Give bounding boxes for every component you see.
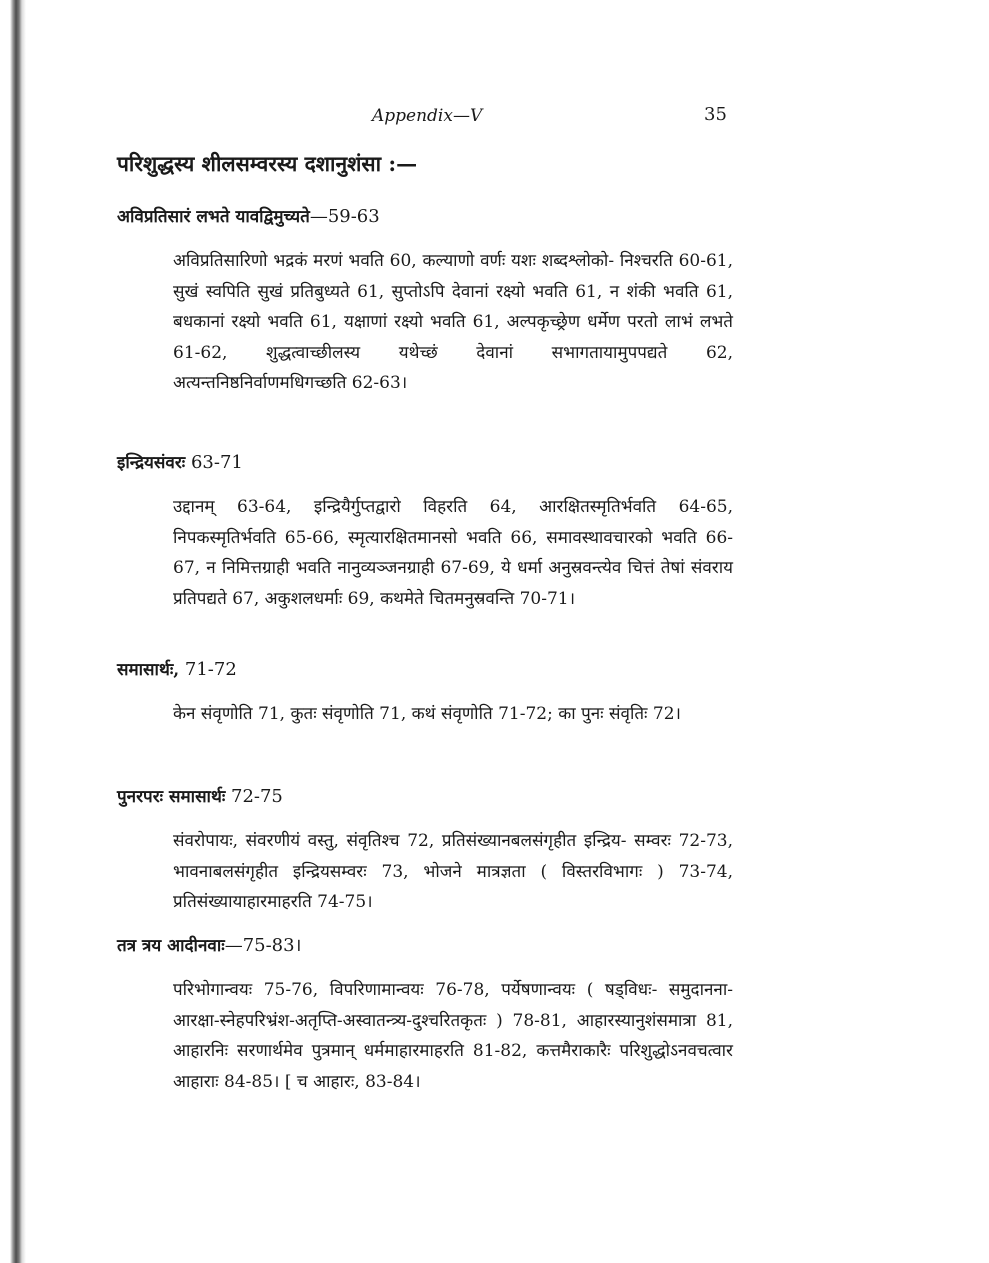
section-body: उद्दानम् 63-64, इन्द्रियैर्गुप्तद्वारो विहरति 64, आरक्षितस्मृतिर्भवति 64-65, निपकस्मृतिर्भवति 65-66, स्मृत्यारक्षितमानसो भवति 66, समावस्थावचारको भवति 66-67, न निमित्तग्राही भवति नानुव्यञ्जनग्राही 67-69, ये धर्मा अनुस्रवन्त्येव चित्तं तेषां संवराय प्रतिपद्यते 67, अकुशलधर्माः 69, कथमेते चितमनुस्रवन्ति 70-71। [173,497,733,609]
section-page-range: 72-75 [225,786,283,807]
section-page-range: —59-63 [309,206,380,227]
section-heading [117,450,739,476]
section-page-range: 71-72 [179,659,237,680]
section-avipratisara [117,204,739,399]
section-heading-text: पुनरपरः समासार्थः [117,787,226,807]
section-adinava [117,933,739,1097]
section-heading-text: तत्र त्रय आदीनवाः [117,936,225,956]
section-heading [117,784,739,810]
section-body: केन संवृणोति 71, कुतः संवृणोति 71, कथं संवृणोति 71-72; का पुनः संवृतिः 72। [173,704,681,724]
section-heading-text: अविप्रतिसारं लभते यावद्विमुच्यते [117,207,310,227]
section-body: अविप्रतिसारिणो भद्रकं मरणं भवति 60, कल्याणो वर्णः यशः शब्दश्लोको- निश्चरति 60-61, सुखं स्वपिति सुखं प्रतिबुध्यते 61, सुप्तोऽपि देवानां रक्ष्यो भवति 61, न शंकी भवति 61, बधकानां रक्ष्यो भवति 61, यक्षाणां रक्ष्यो भवति 61, अल्पकृच्छ्रेण धर्मेण परतो लाभं लभते 61-62, शुद्धत्वाच्छीलस्य यथेच्छं देवानां सभागतायामुपपद्यते 62, अत्यन्तनिष्ठनिर्वाणमधिगच्छति 62-63। [173,251,733,393]
section-punaraparah-samasartha [117,784,739,918]
section-heading-text: समासार्थः, [117,660,180,680]
section-samasartha [117,657,739,730]
section-body: संवरोपायः, संवरणीयं वस्तु, संवृतिश्च 72, प्रतिसंख्यानबलसंगृहीत इन्द्रिय- सम्वरः 72-73, भावनाबलसंगृहीत इन्द्रियसम्वरः 73, भोजने मात्रज्ञता ( विस्तरविभागः ) 73-74, प्रतिसंख्यायाहारमाहरति 74-75। [173,831,733,912]
section-indriyasamvara [117,450,739,614]
section-body: परिभोगान्वयः 75-76, विपरिणामान्वयः 76-78, पर्येषणान्वयः ( षड्विधः- समुदानना-आरक्षा-स्नेहपरिभ्रंश-अतृप्ति-अस्वातन्त्र्य-दुश्चरितकृतः ) 78-81, आहारस्यानुशंसमात्रा 81, आहारनिः सरणार्थमेव पुत्रमान् धर्ममाहारमाहरति 81-82, कत्तमैराकारैः परिशुद्धोऽनवचत्वार आहाराः 84-85। [ च आहारः, 83-84। [173,980,733,1092]
section-heading [117,933,739,959]
section-heading [117,204,739,230]
section-page-range: —75-83। [224,935,302,956]
page-binding-shadow [0,0,26,1263]
section-heading [117,657,739,683]
page-number: 35 [704,104,727,125]
section-page-range: 63-71 [185,452,243,473]
page-title: परिशुद्धस्य शीलसम्वरस्य दशानुशंसा :— [117,151,418,176]
running-head: Appendix—V [372,106,483,126]
section-heading-text: इन्द्रियसंवरः [117,453,186,473]
